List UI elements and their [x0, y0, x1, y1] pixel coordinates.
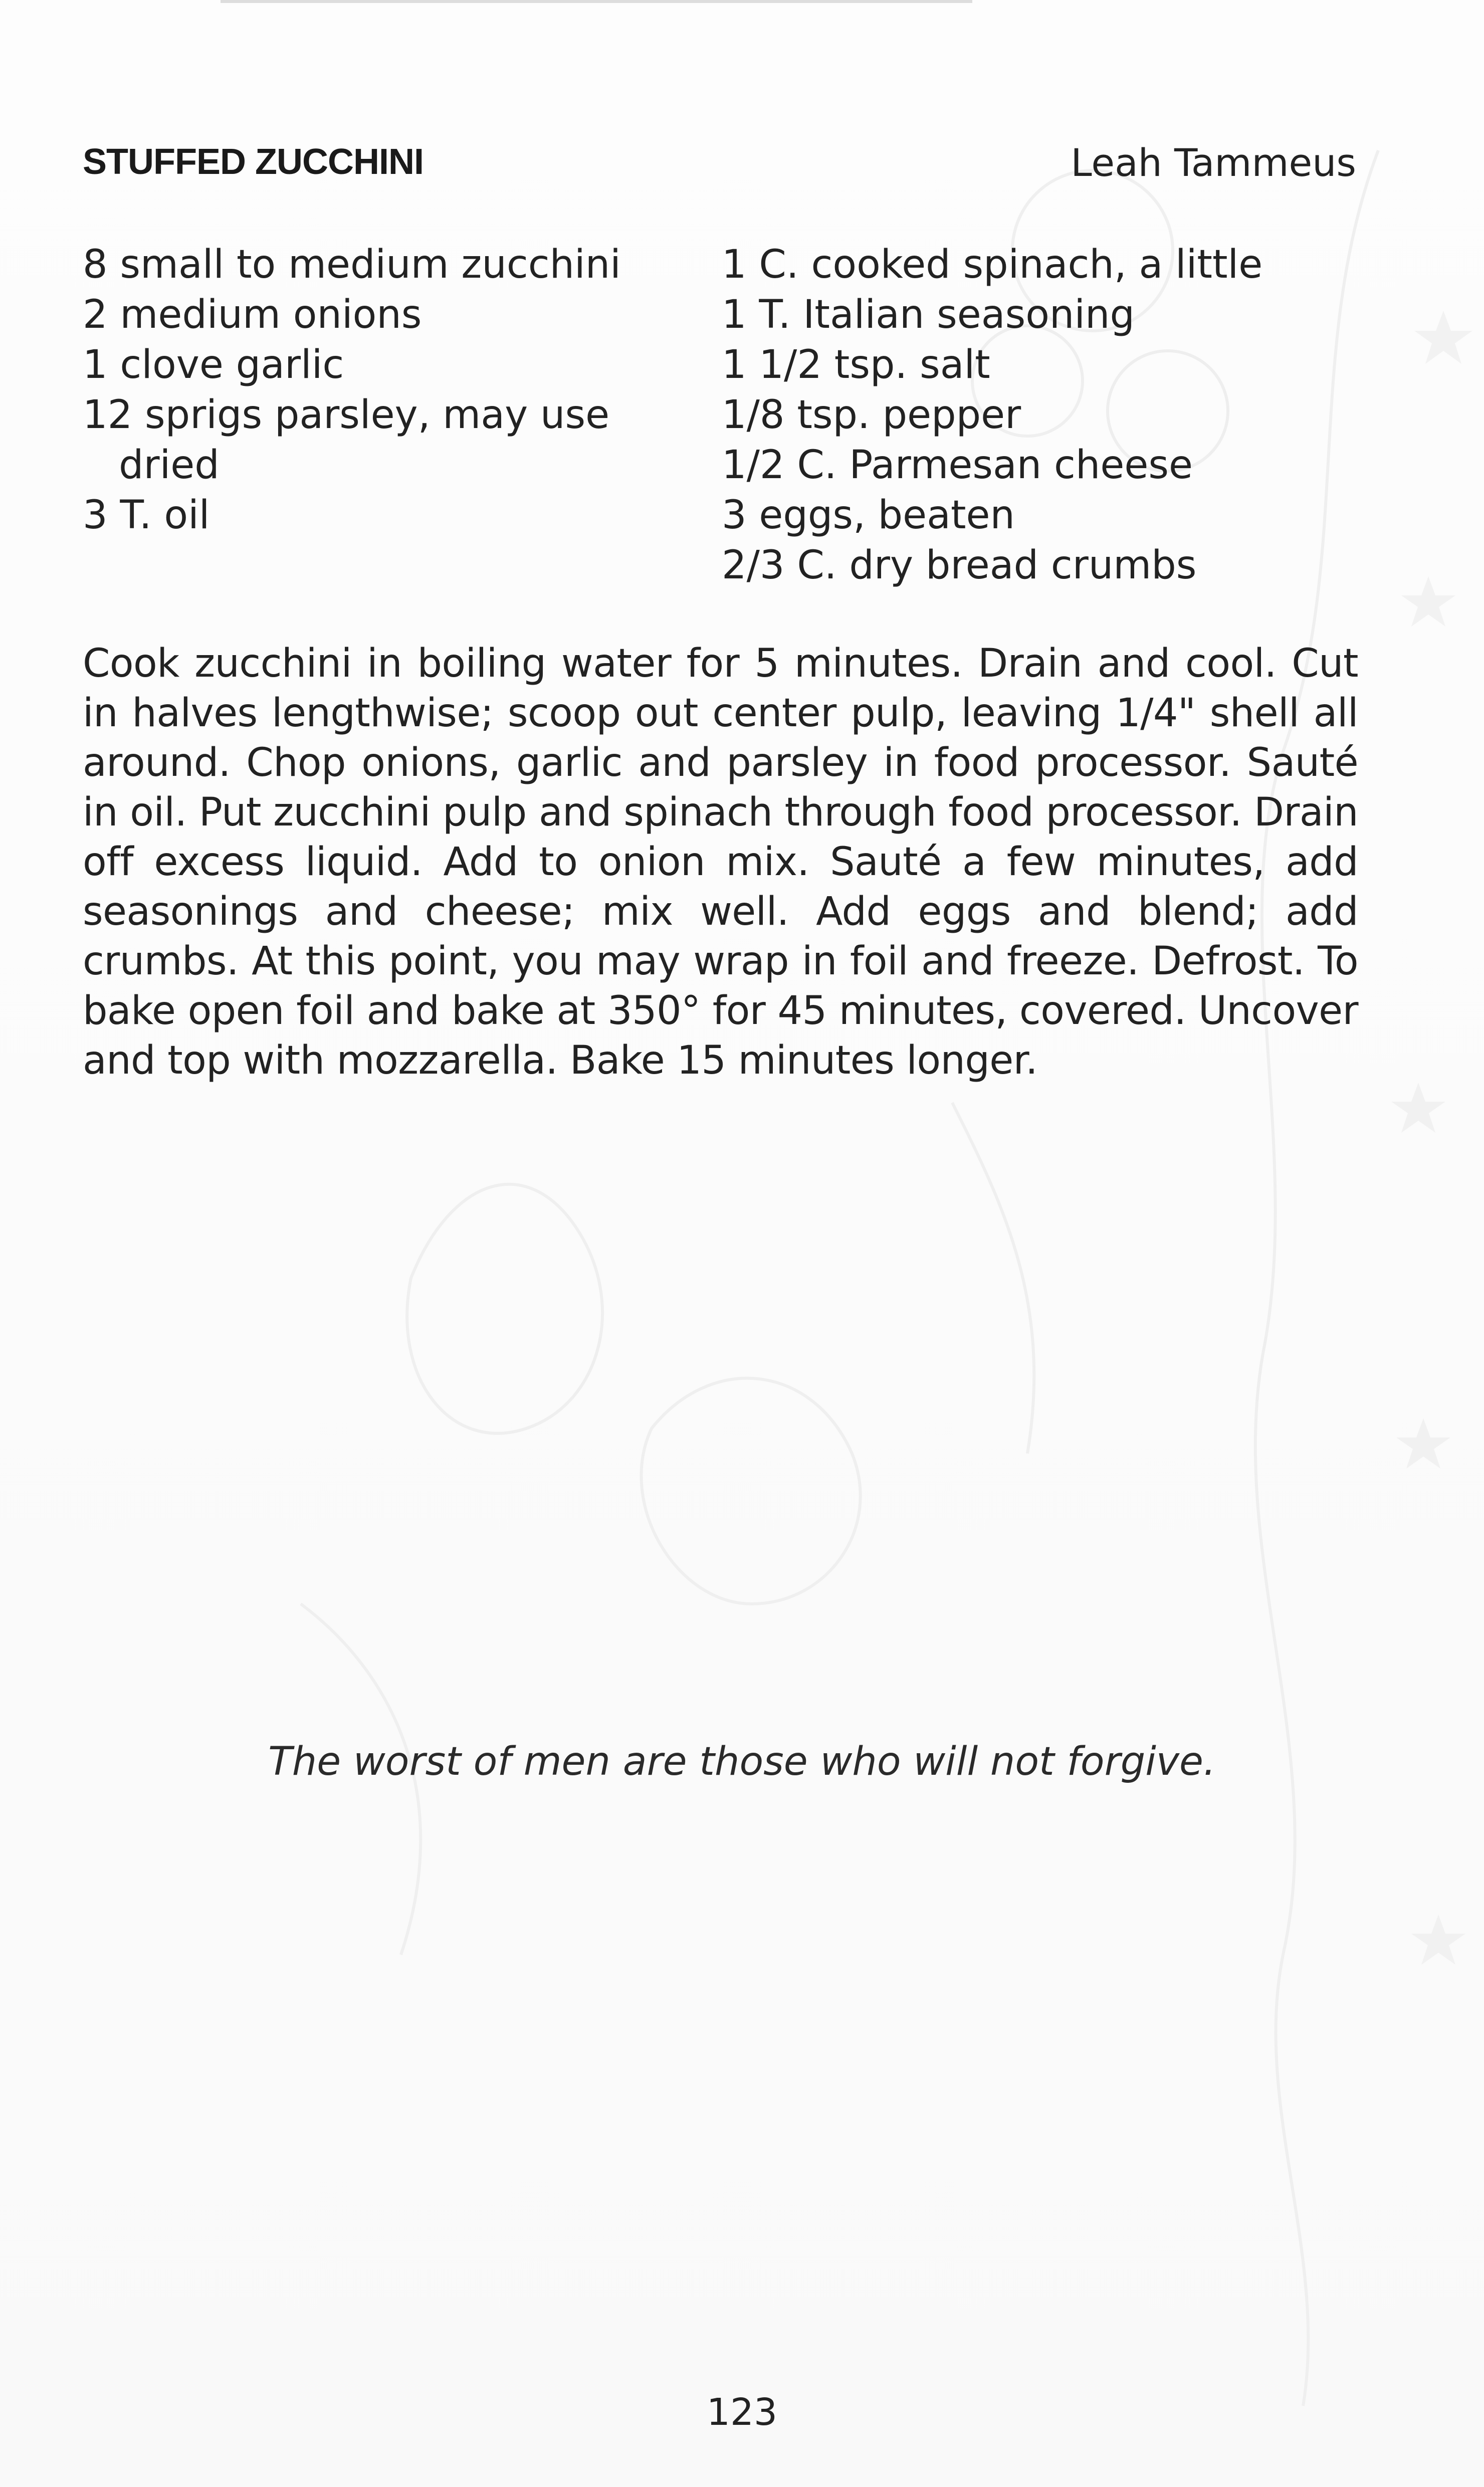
- top-edge-rule: [221, 0, 972, 3]
- ingredient-item: 12 sprigs parsley, may use dried: [83, 392, 610, 488]
- ingredient-item: 1 1/2 tsp. salt: [722, 342, 990, 387]
- ingredient-item: 1 clove garlic: [83, 342, 344, 387]
- ingredient-item: 3 T. oil: [83, 493, 210, 538]
- ingredient-item: 2 medium onions: [83, 292, 422, 337]
- ingredient-item: 1/2 C. Parmesan cheese: [722, 443, 1193, 488]
- recipe-title: STUFFED ZUCCHINI: [83, 142, 423, 182]
- ingredient-item: 2/3 C. dry bread crumbs: [722, 543, 1197, 588]
- ingredient-item: 1 T. Italian seasoning: [722, 292, 1135, 337]
- ingredient-item: 8 small to medium zucchini: [83, 242, 621, 287]
- ingredients-list-left: [83, 240, 699, 540]
- ingredient-item: 1 C. cooked spinach, a little: [722, 242, 1263, 287]
- footer-quote: The worst of men are those who will not forgive.: [268, 1739, 1216, 1784]
- recipe-instructions: Cook zucchini in boiling water for 5 minutes. Drain and cool. Cut in halves lengthwise; scoop out center pulp, leaving 1/4" shell all around. Chop onions, garlic and parsley in food processor. Sauté in oil. Put zucchini pulp and spinach through food processor. Drain off excess liquid. Add to onion mix. Sauté a few minutes, add seasonings and cheese; mix well. Add eggs and blend; add crumbs. At this point, you may wrap in foil and freeze. Defrost. To bake open foil and bake at 350° for 45 minutes, covered. Uncover and top with mozzarella. Bake 15 minutes longer.: [83, 641, 1358, 1083]
- ingredient-item: 1/8 tsp. pepper: [722, 392, 1021, 438]
- ingredients-list-right: [722, 240, 1373, 590]
- ingredient-item: 3 eggs, beaten: [722, 493, 1015, 538]
- page-number: 123: [706, 2391, 778, 2434]
- recipe-author: Leah Tammeus: [1071, 140, 1356, 185]
